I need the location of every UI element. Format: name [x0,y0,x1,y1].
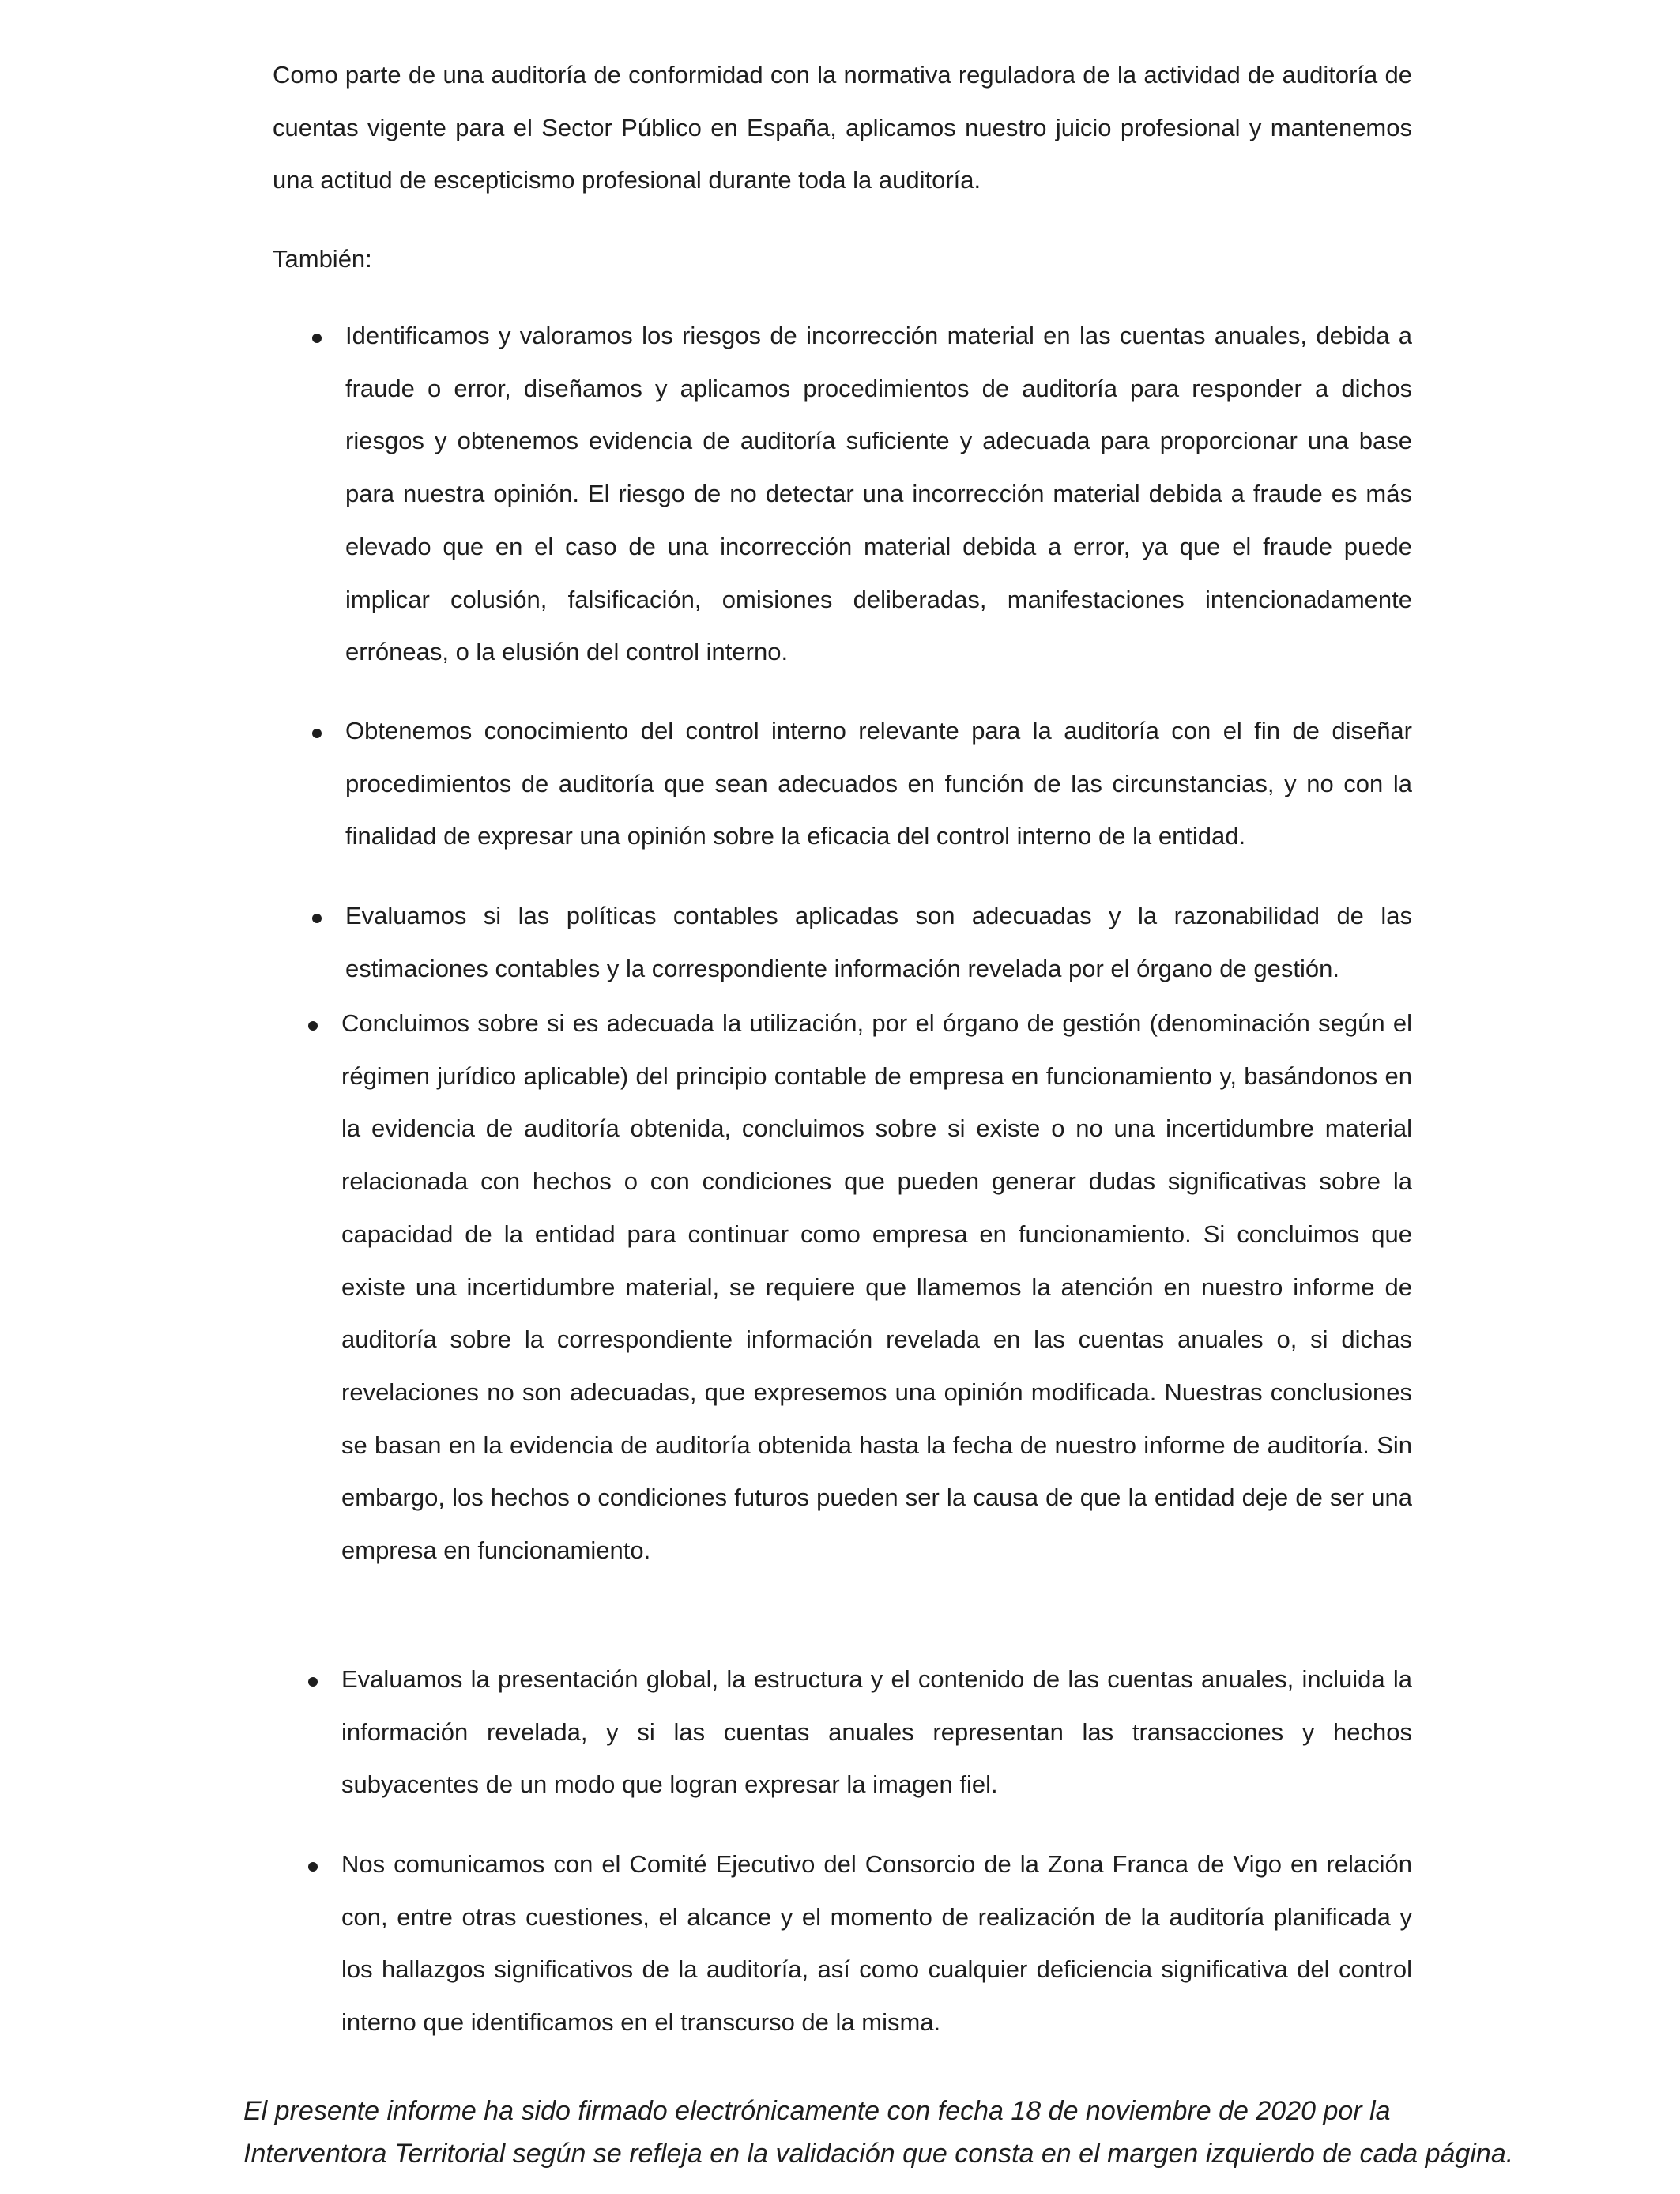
footer-line-2: Interventora Territorial según se refleja en la validación que consta en el margen izquierdo de cada página. [243,2139,1514,2169]
intro-paragraph: Como parte de una auditoría de conformidad con la normativa reguladora de la actividad de auditoría de cuentas vigente para el Sector Público en España, aplicamos nuestro juicio profesional y mantenemos una actitud de escepticismo profesional durante toda la auditoría. [273,61,1412,194]
tambien-label: También: [273,245,372,273]
footer-line-1: El presente informe ha sido firmado electrónicamente con fecha 18 de noviembre de 2020 por la [243,2096,1391,2126]
bullet-item: Concluimos sobre si es adecuada la utilización, por el órgano de gestión (denominación según el régimen jurídico aplicable) del principio contable de empresa en funcionamiento y, basándonos en la evidencia de auditoría obtenida, concluimos sobre si existe o no una incertidumbre material relacionada con hechos o con condiciones que pueden generar dudas significativas sobre la capacidad de la entidad para continuar como empresa en funcionamiento. Si concluimos que existe una incertidumbre material, se requiere que llamemos la atención en nuestro informe de auditoría sobre la correspondiente información revelada en las cuentas anuales o, si dichas revelaciones no son adecuadas, que expresemos una opinión modificada. Nuestras conclusiones se basan en la evidencia de auditoría obtenida hasta la fecha de nuestro informe de auditoría. Sin embargo, los hechos o condiciones futuros pueden ser la causa de que la entidad deje de ser una empresa en funcionamiento. [341,1009,1412,1565]
bullet-marker [312,334,322,343]
bullet-marker [312,914,322,923]
bullet-item: Evaluamos si las políticas contables aplicadas son adecuadas y la razonabilidad de las estimaciones contables y la correspondiente información revelada por el órgano de gestión. [345,902,1412,982]
intro-block [273,49,1412,286]
bullet-marker [308,1677,318,1687]
bullet-marker [308,1021,318,1031]
bullet-item: Nos comunicamos con el Comité Ejecutivo del Consorcio de la Zona Franca de Vigo en relación con, entre otras cuestiones, el alcance y el momento de realización de la auditoría planificada y los hallazgos significativos de la auditoría, así como cualquier deficiencia significativa del control interno que identificamos en el transcurso de la misma. [341,1850,1412,2037]
bullet-marker [308,1862,318,1872]
bullet-item: Obtenemos conocimiento del control interno relevante para la auditoría con el fin de diseñar procedimientos de auditoría que sean adecuados en función de las circunstancias, y no con la finalidad de expresar una opinión sobre la eficacia del control interno de la entidad. [345,717,1412,850]
bullet-item: Evaluamos la presentación global, la estructura y el contenido de las cuentas anuales, incluida la información revelada, y si las cuentas anuales representan las transacciones y hechos subyacentes de un modo que logran expresar la imagen fiel. [341,1665,1412,1799]
signature-footer [243,2090,1514,2175]
bullet-item: Identificamos y valoramos los riesgos de incorrección material en las cuentas anuales, debida a fraude o error, diseñamos y aplicamos procedimientos de auditoría para responder a dichos riesgos y obtenemos evidencia de auditoría suficiente y adecuada para proporcionar una base para nuestra opinión. El riesgo de no detectar una incorrección material debida a fraude es más elevado que en el caso de una incorrección material debida a error, ya que el fraude puede implicar colusión, falsificación, omisiones deliberadas, manifestaciones intencionadamente erróneas, o la elusión del control interno. [345,322,1412,666]
bullet-marker [312,729,322,738]
